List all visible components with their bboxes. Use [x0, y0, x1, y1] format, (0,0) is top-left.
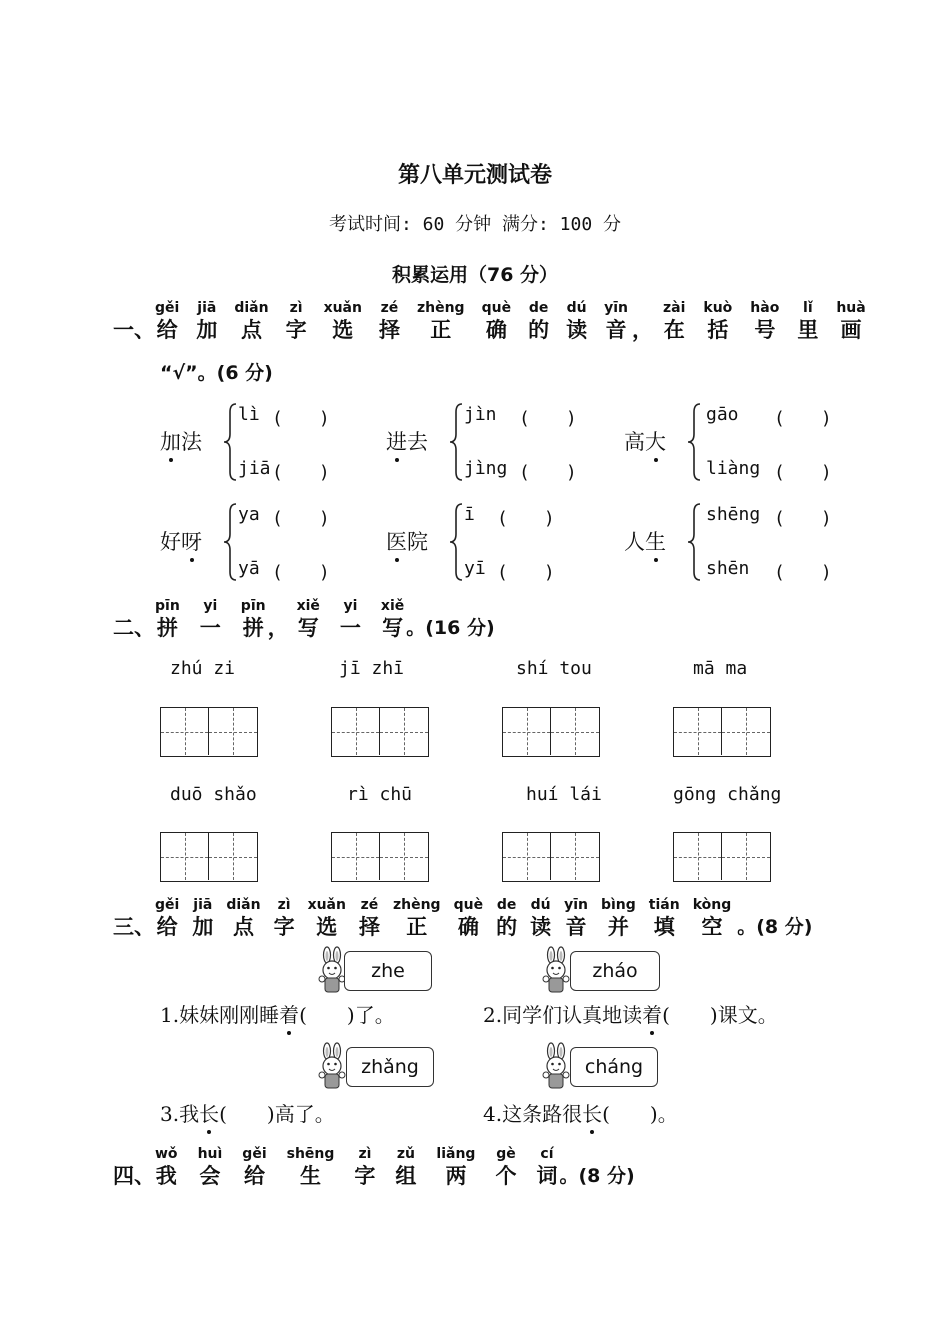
grid-cell[interactable] — [674, 708, 722, 755]
question-3-points: 。(8 分) — [737, 916, 813, 938]
ruby-char — [196, 300, 217, 344]
hanzi: 选 — [332, 318, 354, 342]
answer-parentheses[interactable]: ( ) — [774, 508, 832, 529]
question-number: 四、 — [113, 1164, 155, 1188]
pinyin: zé — [360, 897, 379, 913]
hanzi: 填 — [653, 915, 675, 939]
word-char: 人 — [624, 530, 645, 554]
sentence-2 — [483, 999, 778, 1028]
pinyin: què — [453, 897, 484, 913]
grid-cell[interactable] — [674, 833, 722, 880]
ruby-char — [395, 1146, 416, 1190]
ruby-char — [417, 300, 465, 344]
pinyin-option: jìn — [464, 404, 497, 425]
grid-cell[interactable] — [503, 833, 551, 880]
question-4-ruby-text — [155, 1146, 557, 1190]
grid-cell[interactable] — [161, 708, 209, 755]
word-char: 法 — [181, 430, 202, 454]
hanzi: 并 — [607, 915, 629, 939]
word-char: 高 — [624, 430, 645, 454]
hanzi: 的 — [496, 915, 518, 939]
pinyin: zé — [380, 300, 399, 316]
pronunciation-group — [624, 504, 844, 588]
hanzi: 择 — [358, 915, 380, 939]
sentence-4 — [483, 1098, 678, 1127]
question-1-heading — [113, 300, 866, 344]
pronunciation-group — [386, 404, 606, 488]
comma: ， — [267, 616, 289, 640]
pinyin: hào — [750, 300, 780, 316]
answer-parentheses[interactable]: ( ) — [272, 508, 330, 529]
grid-cell[interactable] — [503, 708, 551, 755]
pinyin: zài — [662, 300, 686, 316]
hanzi: 择 — [378, 318, 400, 342]
ruby-char — [564, 897, 588, 941]
dotted-char: 呀 — [181, 526, 202, 556]
sentence-3 — [160, 1098, 335, 1127]
pinyin: de — [528, 300, 549, 316]
rabbit-icon — [316, 1042, 350, 1090]
pinyin: tián — [648, 897, 680, 913]
ruby-char — [226, 897, 260, 941]
grid-cell[interactable] — [722, 833, 770, 880]
ruby-char — [836, 300, 865, 344]
grid-cell[interactable] — [209, 833, 257, 880]
group-word — [386, 526, 428, 556]
hanzi: 号 — [754, 318, 776, 342]
rabbit-icon — [540, 1042, 574, 1090]
pinyin: jiā — [197, 300, 217, 316]
sentence-1-text: 1.妹妹刚刚睡 — [160, 1003, 280, 1027]
pinyin: pīn — [240, 598, 266, 614]
pinyin: cí — [540, 1146, 554, 1162]
word-char: 去 — [407, 430, 428, 454]
answer-parentheses[interactable]: ( ) — [774, 462, 832, 483]
pinyin: yi — [343, 598, 358, 614]
hanzi: 确 — [485, 318, 507, 342]
pinyin: shēng — [286, 1146, 335, 1162]
brace-icon — [222, 402, 238, 482]
hanzi: 确 — [457, 915, 479, 939]
pinyin: xiě — [380, 598, 405, 614]
hanzi: 写 — [382, 616, 404, 640]
grid-cell[interactable] — [380, 833, 428, 880]
pinyin: bìng — [600, 897, 636, 913]
ruby-char — [274, 897, 295, 941]
pinyin: dú — [566, 300, 587, 316]
pronunciation-group — [160, 404, 380, 488]
pinyin: zì — [289, 300, 303, 316]
brace-icon — [448, 502, 464, 582]
question-2-ruby-text-2 — [297, 598, 405, 642]
pinyin: lǐ — [803, 300, 813, 316]
hanzi: 在 — [663, 318, 685, 342]
pinyin-option: jiā — [238, 458, 271, 479]
ruby-char — [379, 300, 400, 344]
hanzi: 点 — [232, 915, 254, 939]
writing-grid[interactable] — [673, 707, 771, 757]
section-heading: 积累运用（76 分） — [391, 264, 559, 286]
writing-grid[interactable] — [502, 832, 600, 882]
ruby-char — [381, 598, 404, 642]
brace-icon — [686, 402, 702, 482]
ruby-char — [354, 1146, 375, 1190]
ruby-char — [530, 897, 551, 941]
pinyin-option: shēng — [706, 504, 761, 525]
sentence-1 — [160, 999, 395, 1028]
hanzi: 括 — [707, 318, 729, 342]
hanzi: 的 — [528, 318, 550, 342]
sentence-3-blank[interactable]: ( )高了。 — [219, 1102, 335, 1126]
ruby-char — [359, 897, 380, 941]
pinyin: gěi — [155, 897, 180, 913]
writing-grid[interactable] — [160, 707, 258, 757]
dotted-char: 大 — [645, 426, 666, 456]
ruby-char — [703, 300, 732, 344]
pinyin-choice-box: zhe — [344, 951, 432, 991]
ruby-char — [340, 598, 361, 642]
group-word — [624, 426, 666, 456]
pinyin: yīn — [604, 300, 628, 316]
question-2-ruby-text — [155, 598, 266, 642]
hanzi: 个 — [495, 1164, 517, 1188]
ruby-char — [750, 300, 779, 344]
hanzi: 拼 — [156, 616, 178, 640]
question-3-ruby-text — [155, 897, 731, 941]
word-pinyin: duō shǎo — [170, 784, 257, 805]
word-pinyin: rì chū — [347, 784, 413, 805]
pinyin: wǒ — [155, 1146, 178, 1162]
answer-parentheses[interactable]: ( ) — [272, 562, 330, 583]
ruby-char — [454, 897, 483, 941]
pinyin: gè — [496, 1146, 516, 1162]
ruby-char — [155, 897, 179, 941]
pinyin-option: ī — [464, 504, 475, 525]
ruby-char — [324, 300, 362, 344]
answer-parentheses[interactable]: ( ) — [519, 462, 577, 483]
hanzi: 组 — [395, 1164, 417, 1188]
question-2-heading — [113, 598, 495, 642]
question-number: 三、 — [113, 915, 155, 939]
brace-icon — [222, 502, 238, 582]
hanzi: 点 — [240, 318, 262, 342]
pinyin-choice-box: cháng — [570, 1047, 658, 1087]
writing-grid[interactable] — [673, 832, 771, 882]
pinyin: zhèng — [416, 300, 465, 316]
pinyin-option: lì — [238, 404, 260, 425]
pinyin: xuǎn — [307, 897, 346, 913]
question-number: 一、 — [113, 318, 155, 342]
question-1-ruby-text-2 — [663, 300, 866, 344]
ruby-char — [536, 1146, 557, 1190]
hanzi: 一 — [339, 616, 361, 640]
sentence-3-dotted-char: 长 — [199, 1098, 219, 1127]
sentence-2-text: 2.同学们认真地读 — [483, 1003, 643, 1027]
hanzi: 加 — [192, 915, 214, 939]
sentence-2-dotted-char: 着 — [642, 999, 662, 1028]
hanzi: 读 — [530, 915, 552, 939]
hanzi: 里 — [797, 318, 819, 342]
hanzi: 给 — [156, 915, 178, 939]
pinyin: zì — [358, 1146, 372, 1162]
pinyin-option: liàng — [706, 458, 761, 479]
ruby-char — [200, 598, 221, 642]
pinyin: yi — [203, 598, 218, 614]
hanzi: 一 — [199, 616, 221, 640]
answer-parentheses[interactable]: ( ) — [272, 408, 330, 429]
pinyin: què — [481, 300, 512, 316]
pinyin: zhèng — [392, 897, 441, 913]
word-pinyin: gōng chǎng — [673, 784, 782, 805]
writing-grid[interactable] — [331, 707, 429, 757]
grid-cell[interactable] — [380, 708, 428, 755]
hanzi: 两 — [445, 1164, 467, 1188]
pinyin: gěi — [242, 1146, 267, 1162]
pinyin-option: shēn — [706, 558, 750, 579]
sentence-1-blank[interactable]: ( )了。 — [299, 1003, 395, 1027]
answer-parentheses[interactable]: ( ) — [272, 462, 330, 483]
grid-cell[interactable] — [332, 708, 380, 755]
sentence-4-dotted-char: 长 — [582, 1098, 602, 1127]
hanzi: 空 — [701, 915, 723, 939]
group-word — [160, 426, 202, 456]
question-1-continuation: “√”。(6 分) — [160, 362, 273, 384]
pinyin: zǔ — [396, 1146, 415, 1162]
dotted-char: 医 — [386, 526, 407, 556]
brace-icon — [448, 402, 464, 482]
pinyin-choice-box: zháo — [570, 951, 660, 991]
hanzi: 给 — [156, 318, 178, 342]
answer-parentheses[interactable]: ( ) — [519, 408, 577, 429]
hanzi: 会 — [199, 1164, 221, 1188]
hanzi: 画 — [840, 318, 862, 342]
answer-parentheses[interactable]: ( ) — [774, 562, 832, 583]
dotted-char: 生 — [645, 526, 666, 556]
hanzi: 拼 — [242, 616, 264, 640]
hanzi: 读 — [566, 318, 588, 342]
pinyin: de — [496, 897, 517, 913]
ruby-char — [604, 300, 628, 344]
pinyin: diǎn — [234, 300, 269, 316]
ruby-char — [436, 1146, 475, 1190]
question-2-points: 。(16 分) — [406, 617, 495, 639]
pinyin: gěi — [155, 300, 180, 316]
pinyin: kòng — [692, 897, 732, 913]
hanzi: 选 — [316, 915, 338, 939]
ruby-char — [286, 300, 307, 344]
pinyin: jiā — [193, 897, 213, 913]
ruby-char — [192, 897, 213, 941]
answer-parentheses[interactable]: ( ) — [497, 508, 555, 529]
page-title: 第八单元测试卷 — [397, 163, 552, 188]
hanzi: 音 — [605, 318, 627, 342]
hanzi: 正 — [406, 915, 428, 939]
hanzi: 给 — [243, 1164, 265, 1188]
sentence-4-blank[interactable]: ( )。 — [602, 1102, 678, 1126]
sentence-2-blank[interactable]: ( )课文。 — [662, 1003, 778, 1027]
pinyin: huà — [836, 300, 866, 316]
pinyin-option: yā — [238, 558, 260, 579]
group-word — [160, 526, 202, 556]
pinyin: kuò — [703, 300, 733, 316]
pinyin: yīn — [564, 897, 588, 913]
pinyin-option: yī — [464, 558, 486, 579]
rabbit-icon — [540, 946, 574, 994]
writing-grid[interactable] — [331, 832, 429, 882]
writing-grid[interactable] — [502, 707, 600, 757]
grid-cell[interactable] — [551, 708, 599, 755]
pinyin: xiě — [296, 598, 320, 614]
ruby-char — [242, 1146, 266, 1190]
question-number: 二、 — [113, 616, 155, 640]
word-pinyin: zhú zi — [170, 658, 236, 679]
pinyin: zì — [277, 897, 291, 913]
word-pinyin: shí tou — [516, 658, 592, 679]
dotted-char: 加 — [160, 426, 181, 456]
pronunciation-group — [386, 504, 606, 588]
question-1-ruby-text — [155, 300, 628, 344]
hanzi: 音 — [565, 915, 587, 939]
ruby-char — [198, 1146, 223, 1190]
hanzi: 词 — [536, 1164, 558, 1188]
ruby-char — [649, 897, 680, 941]
sentence-4-text: 4.这条路很 — [483, 1102, 583, 1126]
ruby-char — [528, 300, 549, 344]
grid-cell[interactable] — [551, 833, 599, 880]
exam-info: 考试时间: 60 分钟 满分: 100 分 — [328, 214, 622, 235]
answer-parentheses[interactable]: ( ) — [497, 562, 555, 583]
grid-cell[interactable] — [722, 708, 770, 755]
group-word — [624, 526, 666, 556]
ruby-char — [155, 1146, 178, 1190]
ruby-char — [393, 897, 441, 941]
sentence-3-text: 3.我 — [160, 1102, 200, 1126]
question-3-heading — [113, 897, 812, 941]
word-char: 院 — [407, 530, 428, 554]
hanzi: 加 — [196, 318, 218, 342]
pinyin: dú — [530, 897, 551, 913]
pinyin: diǎn — [226, 897, 261, 913]
pinyin-option: jìng — [464, 458, 508, 479]
pinyin: liǎng — [436, 1146, 476, 1162]
sentence-1-dotted-char: 着 — [279, 999, 299, 1028]
word-pinyin: huí lái — [526, 784, 602, 805]
ruby-char — [287, 1146, 335, 1190]
hanzi: 字 — [285, 318, 307, 342]
ruby-char — [155, 300, 179, 344]
pinyin-option: ya — [238, 504, 260, 525]
question-4-heading — [113, 1146, 635, 1190]
hanzi: 字 — [354, 1164, 376, 1188]
pinyin: huì — [197, 1146, 223, 1162]
ruby-char — [663, 300, 685, 344]
ruby-char — [693, 897, 732, 941]
comma: ， — [631, 318, 653, 342]
hanzi: 字 — [273, 915, 295, 939]
grid-cell[interactable] — [332, 833, 380, 880]
ruby-char — [566, 300, 587, 344]
ruby-char — [297, 598, 320, 642]
pinyin: xuǎn — [323, 300, 362, 316]
ruby-char — [155, 598, 180, 642]
word-pinyin: jī zhī — [339, 658, 405, 679]
grid-cell[interactable] — [209, 708, 257, 755]
word-pinyin: mā ma — [693, 658, 748, 679]
ruby-char — [495, 1146, 516, 1190]
question-4-points: 。(8 分) — [559, 1165, 635, 1187]
ruby-char — [482, 300, 511, 344]
dotted-char: 进 — [386, 426, 407, 456]
pinyin-choice-box: zhǎng — [346, 1047, 434, 1087]
pronunciation-group — [160, 504, 380, 588]
ruby-char — [308, 897, 346, 941]
grid-cell[interactable] — [161, 833, 209, 880]
hanzi: 我 — [155, 1164, 177, 1188]
group-word — [386, 426, 428, 456]
answer-parentheses[interactable]: ( ) — [774, 408, 832, 429]
writing-grid[interactable] — [160, 832, 258, 882]
ruby-char — [241, 598, 266, 642]
hanzi: 写 — [297, 616, 319, 640]
ruby-char — [797, 300, 818, 344]
hanzi: 生 — [300, 1164, 322, 1188]
hanzi: 正 — [430, 318, 452, 342]
ruby-char — [234, 300, 268, 344]
pinyin-option: gāo — [706, 404, 739, 425]
ruby-char — [496, 897, 517, 941]
word-char: 好 — [160, 530, 181, 554]
brace-icon — [686, 502, 702, 582]
pronunciation-group — [624, 404, 844, 488]
ruby-char — [601, 897, 636, 941]
pinyin: pīn — [155, 598, 180, 614]
